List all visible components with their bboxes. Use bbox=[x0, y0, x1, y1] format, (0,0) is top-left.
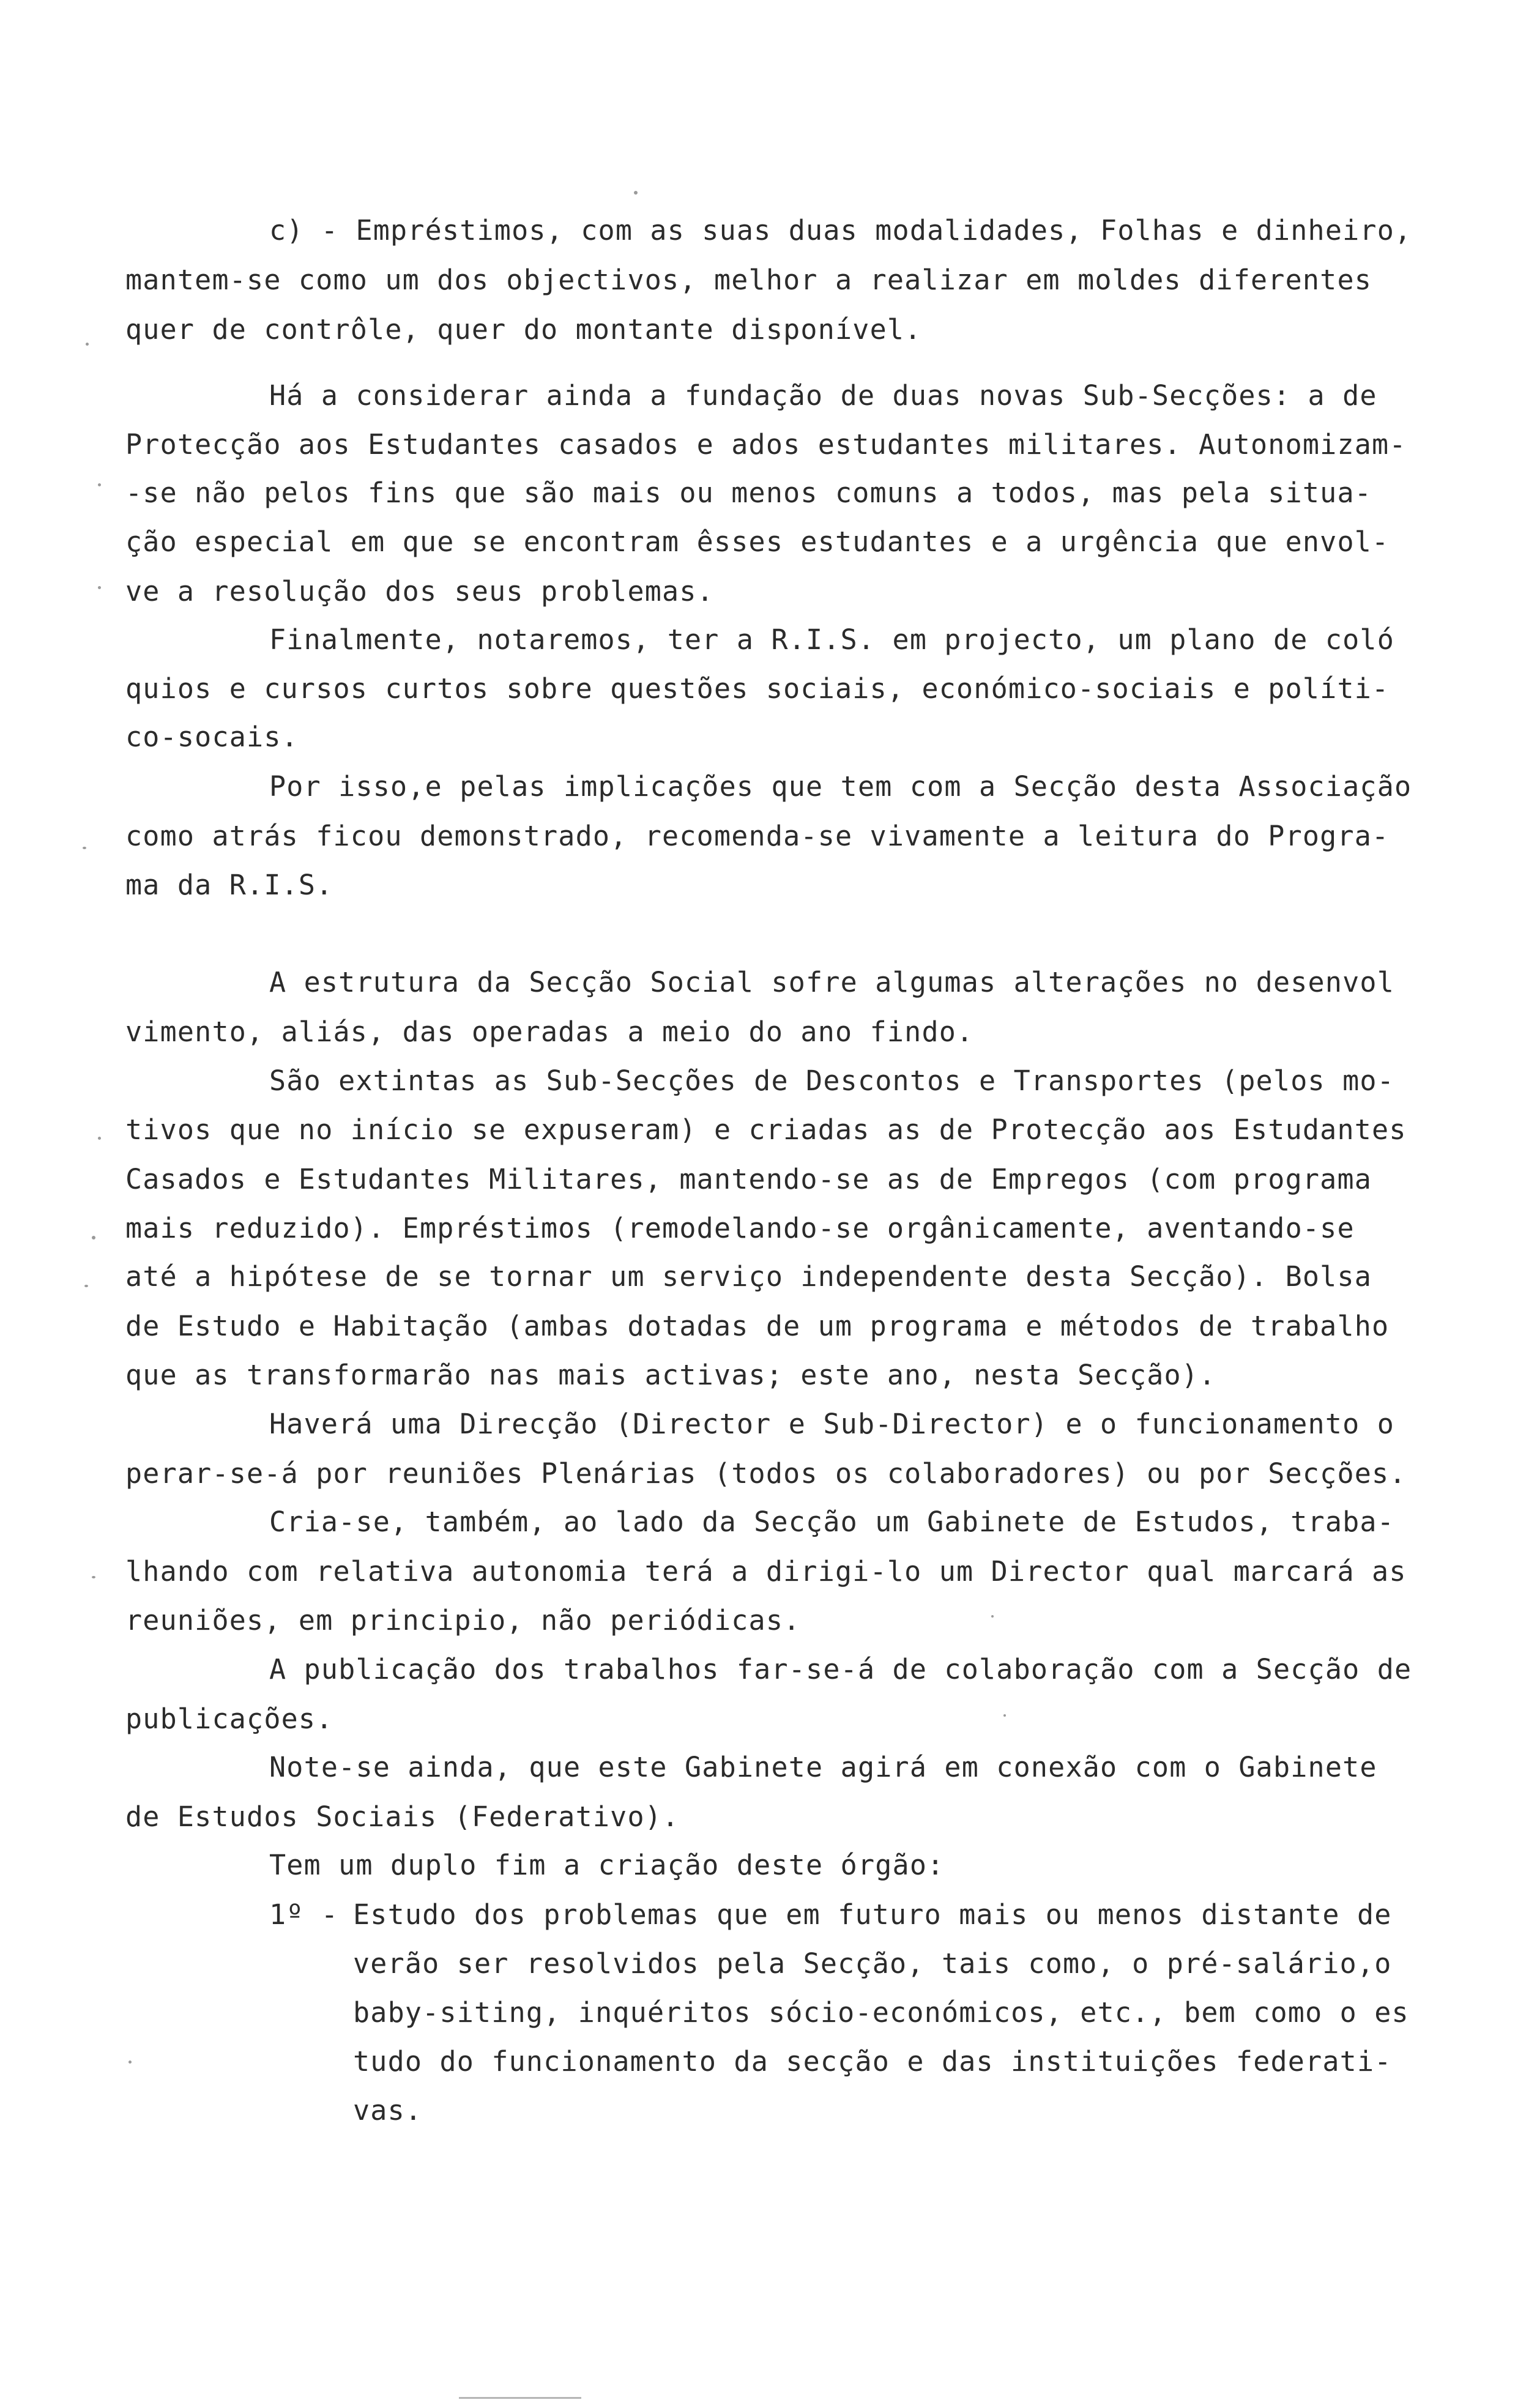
list-marker: 1º - bbox=[269, 1898, 339, 1931]
scan-speck bbox=[1003, 1714, 1006, 1717]
scan-speck bbox=[92, 1236, 95, 1239]
scan-speck bbox=[634, 191, 638, 195]
text-line: quer de contrôle, quer do montante disponível. bbox=[125, 313, 922, 346]
text-line: até a hipótese de se tornar um serviço independente desta Secção). Bolsa bbox=[125, 1260, 1372, 1293]
text-line: vas. bbox=[353, 2094, 423, 2127]
text-line: co-socais. bbox=[125, 721, 299, 753]
text-line: ção especial em que se encontram êsses estudantes e a urgência que envol- bbox=[125, 526, 1390, 558]
text-line: Estudo dos problemas que em futuro mais ou menos distante de bbox=[353, 1898, 1392, 1931]
page-bottom-rule bbox=[459, 2397, 581, 2399]
text-line: ma da R.I.S. bbox=[125, 869, 333, 901]
text-line: publicações. bbox=[125, 1703, 333, 1735]
text-line: tivos que no início se expuseram) e criadas as de Protecção aos Estudantes bbox=[125, 1113, 1407, 1146]
scan-speck bbox=[84, 1285, 88, 1287]
text-line: que as transformarão nas mais activas; este ano, nesta Secção). bbox=[125, 1359, 1216, 1391]
text-line: c) - Empréstimos, com as suas duas modalidades, Folhas e dinheiro, bbox=[269, 214, 1412, 247]
text-line: perar-se-á por reuniões Plenárias (todos os colaboradores) ou por Secções. bbox=[125, 1457, 1407, 1490]
text-line: Protecção aos Estudantes casados e ados estudantes militares. Autonomizam- bbox=[125, 428, 1407, 461]
text-line: mantem-se como um dos objectivos, melhor a realizar em moldes diferentes bbox=[125, 264, 1372, 296]
scan-speck bbox=[98, 483, 101, 486]
scan-speck bbox=[98, 1137, 101, 1140]
text-line: -se não pelos fins que são mais ou menos comuns a todos, mas pela situa- bbox=[125, 477, 1372, 509]
text-line: tudo do funcionamento da secção e das instituições federati- bbox=[353, 2045, 1392, 2078]
text-line: de Estudos Sociais (Federativo). bbox=[125, 1800, 680, 1833]
text-line: A publicação dos trabalhos far-se-á de colaboração com a Secção de bbox=[269, 1653, 1412, 1685]
text-line: Por isso,e pelas implicações que tem com a Secção desta Associação bbox=[269, 770, 1412, 803]
text-line: Casados e Estudantes Militares, mantendo-se as de Empregos (com programa bbox=[125, 1163, 1372, 1195]
text-line: mais reduzido). Empréstimos (remodelando-se orgânicamente, aventando-se bbox=[125, 1212, 1355, 1244]
text-line: Haverá uma Direcção (Director e Sub-Director) e o funcionamento o bbox=[269, 1408, 1394, 1440]
text-line: vimento, aliás, das operadas a meio do ano findo. bbox=[125, 1016, 974, 1048]
scan-speck bbox=[128, 2061, 132, 2064]
scan-speck bbox=[86, 343, 89, 346]
scan-speck bbox=[991, 1615, 994, 1618]
text-line: como atrás ficou demonstrado, recomenda-se vivamente a leitura do Progra- bbox=[125, 820, 1390, 852]
text-line: lhando com relativa autonomia terá a dirigi-lo um Director qual marcará as bbox=[125, 1555, 1407, 1588]
text-line: baby-siting, inquéritos sócio-económicos, etc., bem como o es bbox=[353, 1996, 1409, 2029]
text-line: ve a resolução dos seus problemas. bbox=[125, 575, 714, 608]
text-line: quios e cursos curtos sobre questões sociais, económico-sociais e políti- bbox=[125, 672, 1390, 705]
text-line: A estrutura da Secção Social sofre algumas alterações no desenvol bbox=[269, 966, 1394, 998]
text-line: de Estudo e Habitação (ambas dotadas de um programa e métodos de trabalho bbox=[125, 1310, 1390, 1342]
scan-speck bbox=[83, 847, 86, 849]
text-line: verão ser resolvidos pela Secção, tais como, o pré-salário,o bbox=[353, 1947, 1392, 1980]
text-line: Tem um duplo fim a criação deste órgão: bbox=[269, 1849, 945, 1881]
text-line: reuniões, em principio, não periódicas. bbox=[125, 1604, 801, 1637]
text-line: São extintas as Sub-Secções de Descontos e Transportes (pelos mo- bbox=[269, 1065, 1394, 1097]
scan-speck bbox=[98, 586, 101, 589]
text-line: Finalmente, notaremos, ter a R.I.S. em projecto, um plano de coló bbox=[269, 623, 1394, 656]
text-line: Cria-se, também, ao lado da Secção um Gabinete de Estudos, traba- bbox=[269, 1506, 1394, 1538]
text-line: Há a considerar ainda a fundação de duas novas Sub-Secções: a de bbox=[269, 379, 1377, 412]
text-line: Note-se ainda, que este Gabinete agirá em conexão com o Gabinete bbox=[269, 1751, 1377, 1783]
scan-speck bbox=[92, 1576, 95, 1578]
